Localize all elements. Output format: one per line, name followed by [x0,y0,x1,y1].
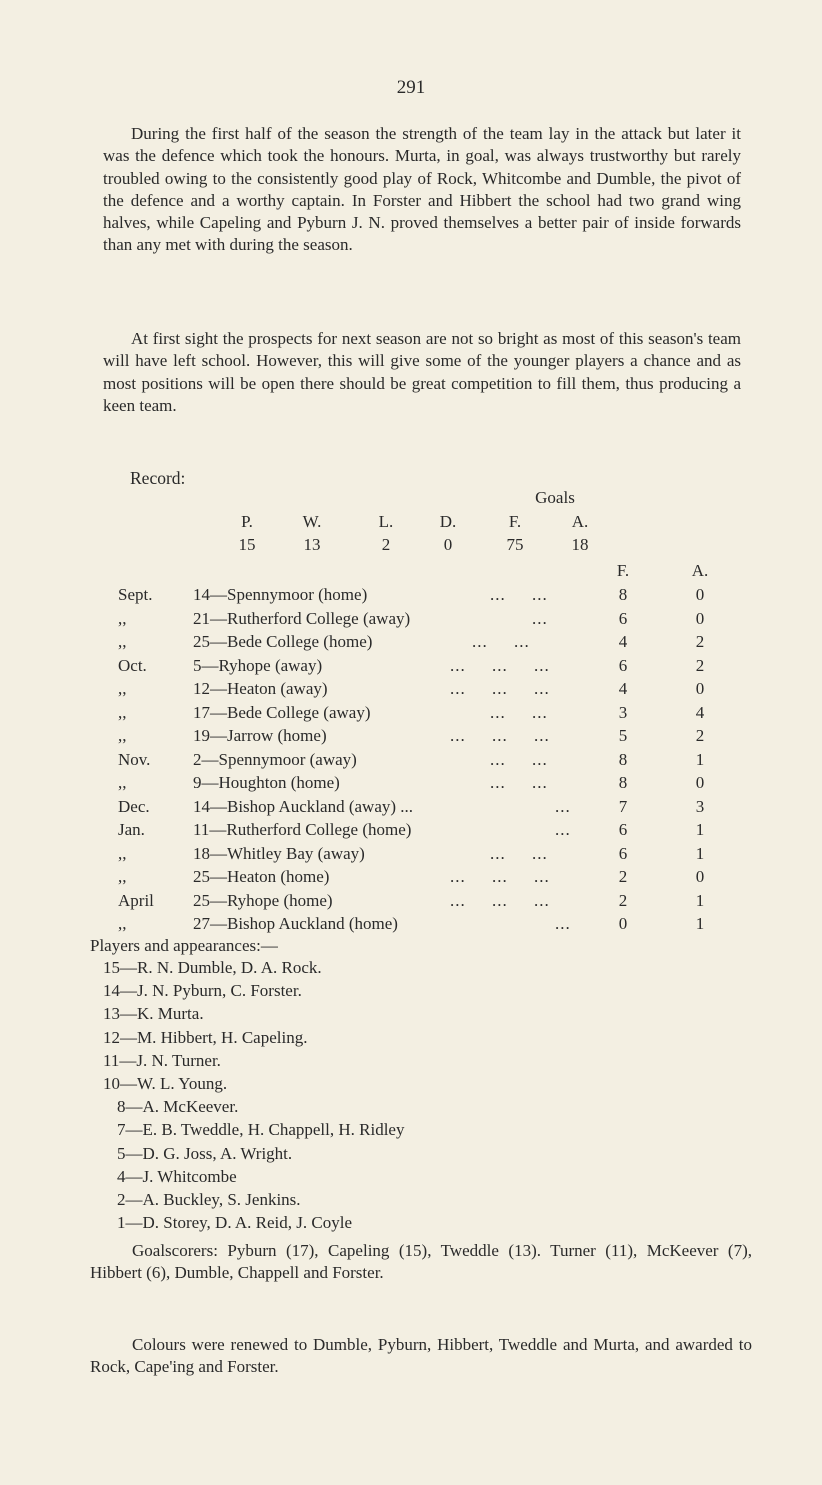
fixture-leader-dots: ... ... ... [450,679,550,698]
fixture-description: 25—Heaton (home) [193,867,330,886]
fixture-row [0,656,822,680]
player-appearance-line: 7—E. B. Tweddle, H. Chappell, H. Ridley [117,1120,405,1140]
fixture-goals-against: 1 [695,890,705,910]
fixture-goals-against: 0 [695,867,705,886]
fixture-goals-against: 0 [695,608,705,628]
record-value-lost: 2 [381,535,391,554]
player-appearance-line: 11—J. N. Turner. [103,1050,221,1070]
fixture-goals-against: 2 [695,632,705,651]
fixture-month: ,, [118,726,127,745]
record-value-won: 13 [303,535,321,554]
record-header-drawn: D. [439,512,457,531]
colours-paragraph: Colours were renewed to Dumble, Pyburn, Hibbert, Tweddle and Murta, and awarded to Rock, Cape'ing and Forster. [90,1335,752,1377]
score-header-against: A. [691,561,709,580]
fixture-goals-for: 6 [618,843,628,863]
fixture-month: Dec. [118,796,150,816]
fixture-goals-for: 3 [618,702,628,722]
player-appearance-line: 15—R. N. Dumble, D. A. Rock. [103,958,322,977]
goals-header: Goals [535,488,575,507]
fixture-goals-against: 1 [695,914,705,933]
fixture-row [0,609,822,633]
fixture-description: 14—Spennymoor (home) [193,585,368,604]
fixture-goals-for: 0 [618,914,628,933]
fixture-leader-dots: ... [555,914,571,933]
fixture-goals-for: 8 [618,749,628,769]
fixture-month: ,, [118,608,127,628]
fixture-month: ,, [118,702,127,722]
record-value-for: 75 [506,535,524,554]
fixture-goals-against: 4 [695,702,705,722]
fixture-row [0,867,822,891]
fixture-month: ,, [118,679,127,698]
record-value-played: 15 [238,535,256,554]
players-label: Players and appearances:— [90,936,278,955]
fixture-month: Nov. [118,749,151,769]
fixture-month: ,, [118,843,127,863]
paragraph-season-review: During the first half of the season the strength of the team lay in the attack but later it was the defence which took the honours. Murta, in goal, was always trustworthy but rarely troubled owing to the consistently good play of Rock, Whitcombe and Dumble, the pivot of the defence and a worthy captain. In Forster and Hibbert the school had two grand wing halves, while Capeling and Pyburn J. N. proved themselves a better pair of inside forwards than any met with during the season. [103,124,741,255]
record-header-for: F. [508,512,522,531]
record-header-played: P. [241,512,253,531]
fixture-row [0,703,822,727]
fixture-description: 25—Ryhope (home) [193,890,333,910]
fixture-goals-for: 8 [618,585,628,604]
fixture-goals-for: 8 [618,773,628,792]
fixture-goals-against: 3 [695,796,705,816]
fixture-description: 18—Whitley Bay (away) [193,843,365,863]
record-value-drawn: 0 [443,535,453,554]
fixture-goals-for: 5 [618,726,628,745]
fixture-leader-dots: ... ... ... [450,726,550,745]
fixture-month: Jan. [118,820,145,839]
record-header-against: A. [571,512,589,531]
fixture-description: 2—Spennymoor (away) [193,749,357,769]
fixture-description: 9—Houghton (home) [193,773,340,792]
fixture-leader-dots: ... ... ... [450,655,550,675]
fixture-goals-for: 6 [618,608,628,628]
fixture-goals-against: 0 [695,773,705,792]
fixture-month: Sept. [118,585,153,604]
record-header-lost: L. [378,512,394,531]
player-appearance-line: 2—A. Buckley, S. Jenkins. [117,1190,301,1209]
fixture-goals-against: 2 [695,726,705,745]
fixture-description: 19—Jarrow (home) [193,726,327,745]
fixture-goals-against: 1 [695,749,705,769]
fixture-description: 27—Bishop Auckland (home) [193,914,398,933]
fixture-row [0,914,822,938]
fixture-leader-dots: ... ... ... [450,867,550,886]
fixture-row [0,797,822,821]
record-header-won: W. [302,512,322,531]
player-appearance-line: 10—W. L. Young. [103,1074,228,1093]
fixture-month: ,, [118,773,127,792]
fixture-leader-dots: ... ... [490,749,548,769]
fixture-goals-against: 0 [695,585,705,604]
player-appearance-line: 13—K. Murta. [103,1004,204,1024]
fixture-leader-dots: ... ... [490,843,548,863]
fixture-description: 17—Bede College (away) [193,702,371,722]
goalscorers-paragraph: Goalscorers: Pyburn (17), Capeling (15), Tweddle (13). Turner (11), McKeever (7), Hibbert (6), Dumble, Chappell and Forster. [90,1241,752,1283]
fixture-row [0,726,822,750]
page-number: 291 [396,77,426,98]
fixture-goals-for: 7 [618,796,628,816]
fixture-goals-against: 2 [695,655,705,675]
fixture-description: 12—Heaton (away) [193,679,328,698]
fixture-leader-dots: ... [532,608,548,628]
fixture-leader-dots: ... ... [490,585,548,604]
fixture-description: 14—Bishop Auckland (away) ... [193,796,414,816]
fixture-row [0,820,822,844]
player-appearance-line: 8—A. McKeever. [117,1097,239,1117]
fixture-goals-for: 2 [618,890,628,910]
score-header-for: F. [616,561,630,580]
fixture-row [0,632,822,656]
fixture-description: 11—Rutherford College (home) [193,820,412,839]
record-label: Record: [130,468,186,488]
fixture-leader-dots: ... ... [490,702,548,722]
player-appearance-line: 12—M. Hibbert, H. Capeling. [103,1027,308,1047]
fixture-description: 21—Rutherford College (away) [193,608,411,628]
player-appearance-line: 14—J. N. Pyburn, C. Forster. [103,981,302,1001]
player-appearance-line: 4—J. Whitcombe [117,1166,237,1186]
fixture-month: ,, [118,632,127,651]
fixture-goals-for: 4 [618,679,628,698]
fixture-leader-dots: ... ... [490,773,548,792]
fixture-row [0,773,822,797]
fixture-goals-against: 1 [695,820,705,839]
fixture-leader-dots: ... [555,796,571,816]
fixture-goals-for: 6 [618,655,628,675]
fixture-row [0,679,822,703]
fixture-goals-against: 0 [695,679,705,698]
fixture-goals-for: 6 [618,820,628,839]
fixture-row [0,750,822,774]
paragraph-prospects: At first sight the prospects for next season are not so bright as most of this season's team will have left school. However, this will give some of the younger players a chance and as most positions will be open there should be great competition to fill them, thus producing a keen team. [103,329,741,415]
record-value-against: 18 [571,535,589,554]
fixture-goals-for: 2 [618,867,628,886]
fixture-month: Oct. [118,655,147,675]
player-appearance-line: 5—D. G. Joss, A. Wright. [117,1143,293,1163]
fixture-month: ,, [118,914,127,933]
fixture-month: April [118,890,154,910]
fixture-leader-dots: ... [555,820,571,839]
fixture-leader-dots: ... ... ... [450,890,550,910]
fixture-leader-dots: ... ... [472,632,530,651]
fixture-goals-for: 4 [618,632,628,651]
fixture-description: 25—Bede College (home) [193,632,373,651]
fixture-row [0,891,822,915]
fixture-goals-against: 1 [695,843,705,863]
fixture-month: ,, [118,867,127,886]
player-appearance-line: 1—D. Storey, D. A. Reid, J. Coyle [117,1213,353,1233]
fixture-row [0,585,822,609]
fixture-row [0,844,822,868]
fixture-description: 5—Ryhope (away) [193,655,323,675]
